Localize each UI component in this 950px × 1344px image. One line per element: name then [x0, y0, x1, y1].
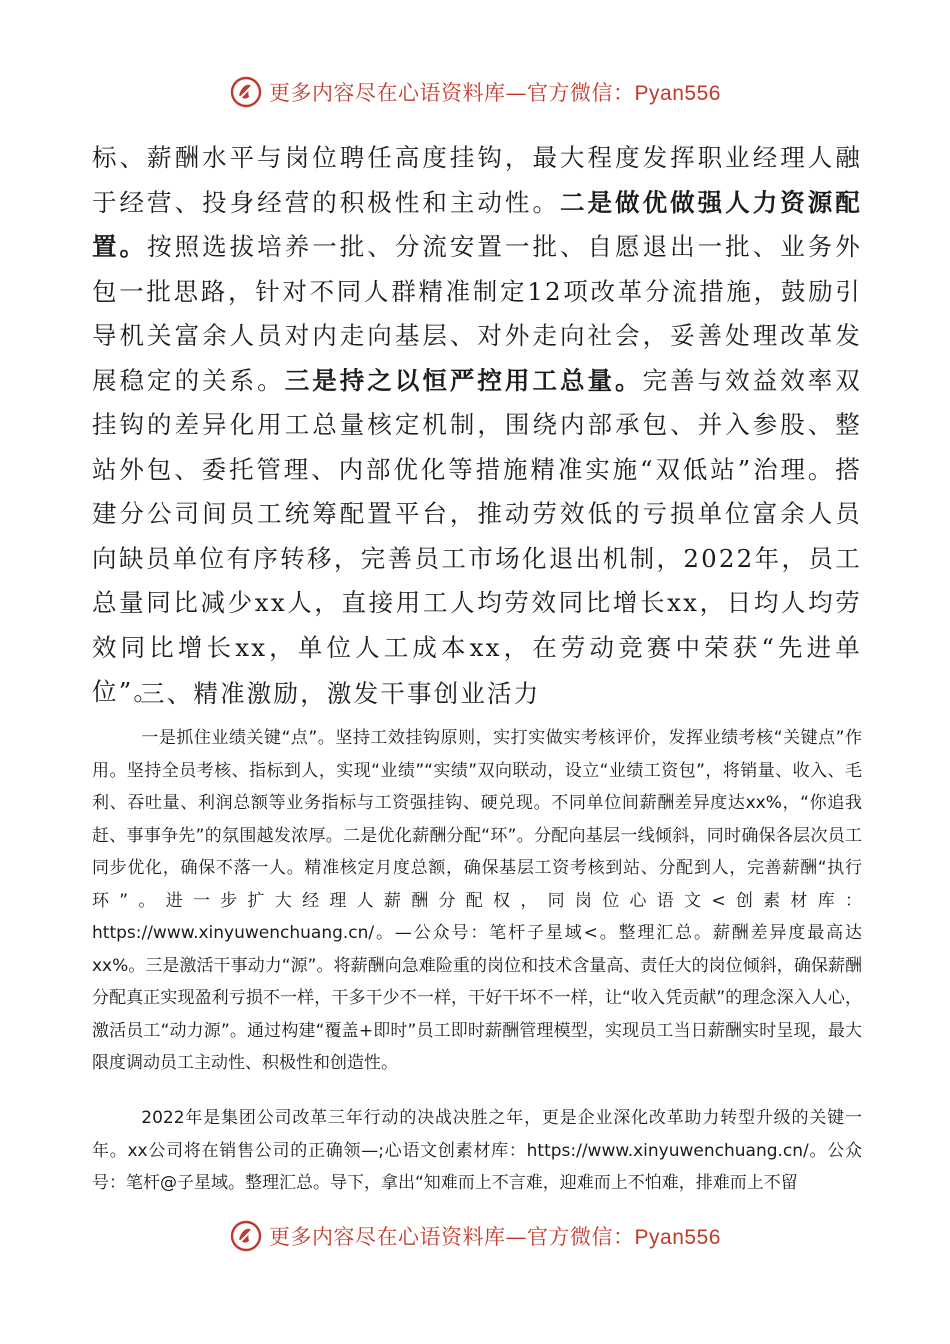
incentive-paragraph: 一是抓住业绩关键“点”。坚持工效挂钩原则，实打实做实考核评价，发挥业绩考核“关键点”作用。坚持全员考核、指标到人，实现“业绩”“实绩”双向联动，设立“业绩工资包”，将销量、收入、毛利、吞吐量、利润总额等业务指标与工资强挂钩、硬兑现。不同单位间薪酬差异度达xx%，“你追我赶、事事争先”的氛围越发浓厚。二是优化薪酬分配“环”。分配向基层一线倾斜，同时确保各层次员工同步优化，确保不落一人。精准核定月度总额，确保基层工资考核到站、分配到人，完善薪酬“执行环”。进一步扩大经理人薪酬分配权，同岗位心语文<创素材库：https://www.xinyuwenchuang.cn/。—公众号：笔杆子星域<。整理汇总。薪酬差异度最高达xx%。三是激活干事动力“源”。将薪酬向急难险重的岗位和技术含量高、责任大的岗位倾斜，确保薪酬分配真正实现盈利亏损不一样，干多干少不一样，干好干坏不一样，让“收入凭贡献”的理念深入人心，激活员工“动力源”。通过构建“覆盖+即时”员工即时薪酬管理模型，实现员工当日薪酬实时呈现，最大限度调动员工主动性、积极性和创造性。	[92, 728, 862, 1073]
watermark-text	[269, 1221, 721, 1251]
watermark-wechat-id: Pyan556	[634, 82, 721, 105]
watermark-text	[269, 77, 721, 107]
body-text-1: 标、薪酬水平与岗位聘任高度挂钩，最大程度发挥职业经理人融于经营、投身经营的积极性和主动性。	[92, 143, 862, 217]
watermark-cn: 更多内容尽在心语资料库—官方微信：	[269, 1225, 635, 1249]
bold-point-two: 二是做优做强人力资源配置。	[92, 187, 862, 261]
body-text-3: 完善与效益效率双挂钩的差异化用工总量核定机制，围绕内部承包、并入参股、整站外包、委托管理、内部优化等措施精准实施“双低站”治理。搭建分公司间员工统筹配置平台，推动劳效低的亏损单位富余人员向缺员单位有序转移，完善员工市场化退出机制，2022年，员工总量同比减少xx人，直接用工人均劳效同比增长xx，日均人均劳效同比增长xx，单位人工成本xx，在劳动竞赛中荣获“先进单位”。	[92, 365, 862, 706]
watermark-wechat-id: Pyan556	[634, 1226, 721, 1249]
header-watermark	[0, 72, 950, 112]
closing-paragraph: 2022年是集团公司改革三年行动的决战决胜之年，更是企业深化改革助力转型升级的关键一年。xx公司将在销售公司的正确领—;心语文创素材库：https://www.xinyuwenchuang.cn/。公众号：笔杆@子星域。整理汇总。导下，拿出“知难而上不言难，迎难而上不怕难，排难而上不留	[92, 1108, 862, 1193]
body-paragraph-top	[92, 136, 862, 715]
xinyu-logo-icon	[229, 1219, 263, 1253]
bold-point-three: 三是持之以恒严控用工总量。	[284, 365, 643, 395]
body-text-2: 按照选拔培养一批、分流安置一批、自愿退出一批、业务外包一批思路，针对不同人群精准制定12项改革分流措施，鼓励引导机关富余人员对内走向基层、对外走向社会，妥善处理改革发展稳定的关系。	[92, 232, 862, 395]
xinyu-logo-icon	[229, 75, 263, 109]
section-heading: 三、精准激励，激发干事创业活力	[140, 679, 541, 708]
watermark-cn: 更多内容尽在心语资料库—官方微信：	[269, 81, 635, 105]
footer-watermark	[0, 1216, 950, 1256]
